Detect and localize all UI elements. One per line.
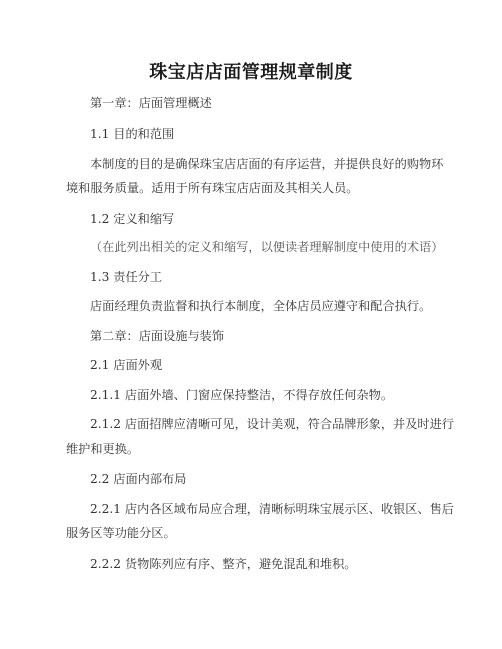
paragraph-line: 维护和更换。 bbox=[66, 442, 140, 456]
paragraph-line: 境和服务质量。适用于所有珠宝店店面及其相关人员。 bbox=[66, 181, 359, 195]
section-heading: 1.2 定义和缩写 bbox=[90, 212, 175, 226]
section-heading: 2.2 店面内部布局 bbox=[90, 472, 187, 486]
paragraph-line: （在此列出相关的定义和缩写，以便读者理解制度中使用的术语） bbox=[90, 240, 444, 254]
paragraph-line: 2.1.2 店面招牌应清晰可见，设计美观，符合品牌形象，并及时进行 bbox=[90, 417, 454, 431]
document-title: 珠宝店店面管理规章制度 bbox=[149, 62, 353, 83]
section-heading: 1.1 目的和范围 bbox=[90, 127, 175, 141]
chapter-heading: 第一章：店面管理概述 bbox=[90, 96, 212, 110]
paragraph-line: 服务区等功能分区。 bbox=[66, 526, 176, 540]
paragraph-line: 2.2.1 店内各区域布局应合理，清晰标明珠宝展示区、收银区、售后 bbox=[90, 502, 454, 516]
chapter-heading: 第二章：店面设施与装饰 bbox=[90, 329, 225, 343]
paragraph-line: 本制度的目的是确保珠宝店店面的有序运营，并提供良好的购物环 bbox=[90, 157, 444, 171]
section-heading: 1.3 责任分工 bbox=[90, 270, 163, 284]
section-heading: 2.1 店面外观 bbox=[90, 358, 163, 372]
paragraph-line: 2.1.1 店面外墙、门窗应保持整洁，不得存放任何杂物。 bbox=[90, 388, 394, 402]
paragraph-line: 2.2.2 货物陈列应有序、整齐，避免混乱和堆积。 bbox=[90, 557, 357, 571]
paragraph-line: 店面经理负责监督和执行本制度，全体店员应遵守和配合执行。 bbox=[90, 299, 432, 313]
